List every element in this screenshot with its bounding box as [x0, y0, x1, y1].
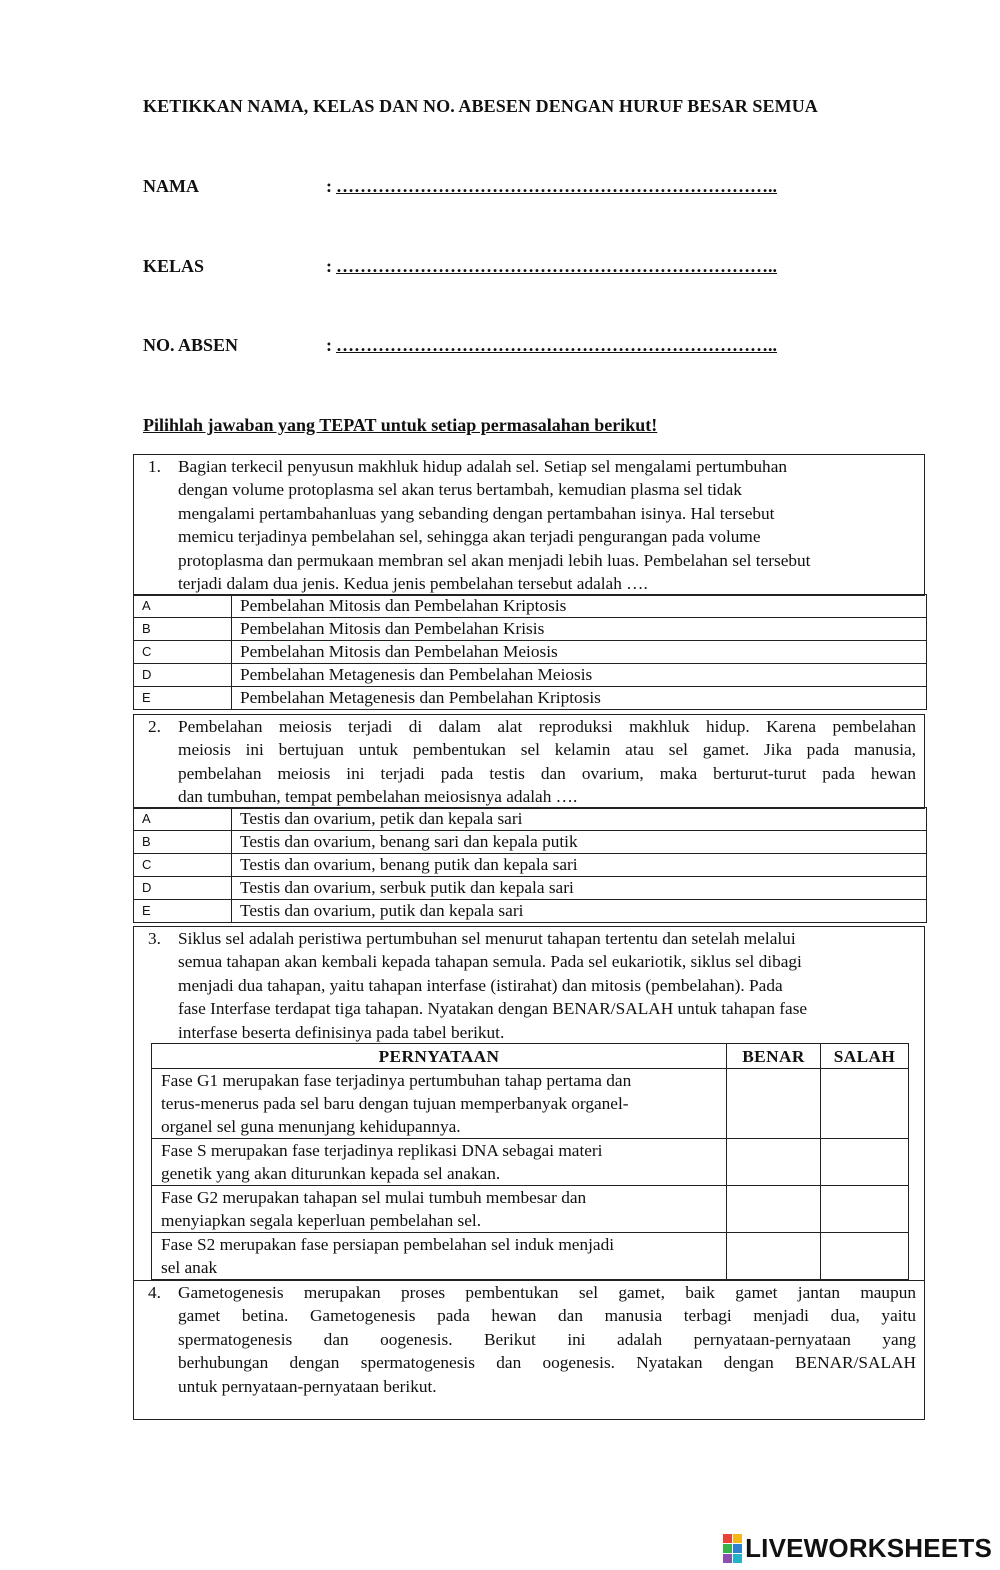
table-row: [152, 1233, 909, 1280]
field-colon: :: [326, 176, 332, 196]
table-row: [152, 1069, 909, 1139]
question-line: semua tahapan akan kembali kepada tahapan semula. Pada sel eukariotik, siklus sel dibagi: [178, 952, 802, 972]
salah-answer-cell[interactable]: [821, 1186, 909, 1233]
option-letter: E: [134, 687, 232, 710]
statement-cell: [152, 1139, 727, 1186]
option-row[interactable]: [134, 595, 927, 618]
logo-block: [723, 1554, 732, 1563]
question-line: Gametogenesis merupakan proses pembentukan sel gamet, baik gamet jantan maupun: [178, 1283, 916, 1302]
statement-line: menyiapkan segala keperluan pembelahan sel.: [161, 1211, 482, 1230]
statement-line: genetik yang akan diturunkan kepada sel anakan.: [161, 1164, 501, 1183]
question-number: 2.: [148, 717, 161, 736]
benar-answer-cell[interactable]: [727, 1139, 821, 1186]
option-row[interactable]: [134, 618, 927, 641]
question-2-text: [178, 715, 916, 809]
statement-cell: [152, 1069, 727, 1139]
question-line: dengan volume protoplasma sel akan terus bertambah, kemudian plasma sel tidak: [178, 480, 742, 500]
question-1-box: [133, 454, 925, 596]
logo-text: LIVEWORKSHEETS: [745, 1533, 992, 1563]
option-row[interactable]: [134, 877, 927, 900]
question-number: 1.: [148, 457, 161, 476]
statement-line: organel sel guna menunjang kehidupannya.: [161, 1117, 461, 1136]
option-text[interactable]: Testis dan ovarium, petik dan kepala sari: [232, 808, 927, 831]
question-line: terjadi dalam dua jenis. Kedua jenis pembelahan tersebut adalah ….: [178, 574, 648, 594]
question-line: Siklus sel adalah peristiwa pertumbuhan sel menurut tahapan tertentu dan setelah melalui: [178, 929, 796, 948]
question-line: meiosis ini bertujuan untuk pembentukan sel kelamin atau sel gamet. Jika pada manusia,: [178, 740, 916, 760]
question-line: gamet betina. Gametogenesis pada hewan dan manusia terbagi menjadi dua, yaitu: [178, 1306, 916, 1326]
statement-cell: [152, 1233, 727, 1280]
option-text[interactable]: Pembelahan Mitosis dan Pembelahan Kriptosis: [232, 595, 927, 618]
question-2-options: [133, 807, 927, 923]
question-4-box: [133, 1280, 925, 1420]
statement-line: Fase S2 merupakan fase persiapan pembelahan sel induk menjadi: [161, 1235, 615, 1254]
option-row[interactable]: [134, 808, 927, 831]
question-3-text: [178, 927, 923, 1044]
instruction-text: Pilihlah jawaban yang TEPAT untuk setiap permasalahan berikut!: [143, 415, 658, 435]
option-letter: D: [134, 877, 232, 900]
table-row: [152, 1186, 909, 1233]
statement-line: Fase S merupakan fase terjadinya replikasi DNA sebagai materi: [161, 1141, 603, 1160]
option-text[interactable]: Testis dan ovarium, benang putik dan kepala sari: [232, 854, 927, 877]
salah-answer-cell[interactable]: [821, 1069, 909, 1139]
option-letter: C: [134, 854, 232, 877]
statement-line: sel anak: [161, 1258, 218, 1277]
statement-line: Fase G1 merupakan fase terjadinya pertumbuhan tahap pertama dan: [161, 1071, 632, 1090]
option-text[interactable]: Pembelahan Metagenesis dan Pembelahan Meiosis: [232, 664, 927, 687]
table-row: [152, 1139, 909, 1186]
statement-line: Fase G2 merupakan tahapan sel mulai tumbuh membesar dan: [161, 1188, 587, 1207]
option-text[interactable]: Testis dan ovarium, serbuk putik dan kepala sari: [232, 877, 927, 900]
no-absen-input[interactable]: ………………………………………………………………..: [336, 335, 777, 355]
page-title: KETIKKAN NAMA, KELAS DAN NO. ABESEN DENGAN HURUF BESAR SEMUA: [143, 96, 818, 116]
question-2-box: [133, 714, 925, 809]
option-row[interactable]: [134, 854, 927, 877]
option-letter: B: [134, 831, 232, 854]
option-letter: A: [134, 595, 232, 618]
option-row[interactable]: [134, 900, 927, 923]
question-line: mengalami pertambahanluas yang sebanding dengan pertambahan isinya. Hal tersebut: [178, 503, 775, 523]
question-line: spermatogenesis dan oogenesis. Berikut ini adalah pernyataan-pernyataan yang: [178, 1329, 916, 1349]
field-label-no-absen: NO. ABSEN: [143, 335, 239, 355]
question-line: Pembelahan meiosis terjadi di dalam alat reproduksi makhluk hidup. Karena pembelahan: [178, 717, 916, 736]
logo-block: [733, 1544, 742, 1553]
field-colon: :: [326, 256, 332, 276]
option-text[interactable]: Pembelahan Mitosis dan Pembelahan Meiosis: [232, 641, 927, 664]
question-line: Bagian terkecil penyusun makhluk hidup adalah sel. Setiap sel mengalami pertumbuhan: [178, 457, 788, 476]
salah-answer-cell[interactable]: [821, 1139, 909, 1186]
question-line: protoplasma dan permukaan membran sel akan menjadi lebih luas. Pembelahan sel tersebut: [178, 550, 811, 570]
question-1-options: [133, 594, 927, 710]
statement-line: terus-menerus pada sel baru dengan tujuan memperbanyak organel-: [161, 1094, 629, 1113]
question-1-text: [178, 455, 923, 595]
logo-block: [733, 1534, 742, 1543]
column-header-benar: BENAR: [727, 1044, 821, 1069]
option-text[interactable]: Testis dan ovarium, benang sari dan kepala putik: [232, 831, 927, 854]
option-row[interactable]: [134, 831, 927, 854]
nama-input[interactable]: ………………………………………………………………..: [336, 176, 777, 196]
option-text[interactable]: Pembelahan Mitosis dan Pembelahan Krisis: [232, 618, 927, 641]
statement-cell: [152, 1186, 727, 1233]
question-number: 3.: [148, 929, 161, 948]
statement-table: [151, 1043, 909, 1280]
field-label-nama: NAMA: [143, 176, 199, 196]
option-letter: C: [134, 641, 232, 664]
salah-answer-cell[interactable]: [821, 1233, 909, 1280]
benar-answer-cell[interactable]: [727, 1069, 821, 1139]
option-row[interactable]: [134, 687, 927, 710]
benar-answer-cell[interactable]: [727, 1233, 821, 1280]
question-line: menjadi dua tahapan, yaitu tahapan interfase (istirahat) dan mitosis (pembelahan). Pada: [178, 975, 783, 995]
option-text[interactable]: Pembelahan Metagenesis dan Pembelahan Kriptosis: [232, 687, 927, 710]
benar-answer-cell[interactable]: [727, 1186, 821, 1233]
question-number: 4.: [148, 1283, 161, 1302]
question-line: berhubungan dengan spermatogenesis dan oogenesis. Nyatakan dengan BENAR/SALAH: [178, 1353, 916, 1373]
option-letter: D: [134, 664, 232, 687]
question-4-text: [178, 1281, 916, 1398]
option-row[interactable]: [134, 641, 927, 664]
option-letter: A: [134, 808, 232, 831]
question-line: dan tumbuhan, tempat pembelahan meiosisnya adalah ….: [178, 787, 578, 807]
option-row[interactable]: [134, 664, 927, 687]
logo-block: [723, 1534, 732, 1543]
column-header-salah: SALAH: [821, 1044, 909, 1069]
option-text[interactable]: Testis dan ovarium, putik dan kepala sari: [232, 900, 927, 923]
question-line: memicu terjadinya pembelahan sel, sehingga akan terjadi pengurangan pada volume: [178, 527, 761, 547]
question-line: pembelahan meiosis ini terjadi pada testis dan ovarium, maka berturut-turut pada hewan: [178, 763, 916, 783]
table-header-row: [152, 1044, 909, 1069]
logo-block: [723, 1544, 732, 1553]
field-colon: :: [326, 335, 332, 355]
logo-icon: [723, 1534, 742, 1563]
field-label-kelas: KELAS: [143, 256, 205, 276]
option-letter: E: [134, 900, 232, 923]
kelas-input[interactable]: ………………………………………………………………..: [336, 256, 777, 276]
question-line: untuk pernyataan-pernyataan berikut.: [178, 1376, 437, 1396]
question-line: interfase beserta definisinya pada tabel berikut.: [178, 1022, 505, 1042]
option-letter: B: [134, 618, 232, 641]
question-line: fase Interfase terdapat tiga tahapan. Nyatakan dengan BENAR/SALAH untuk tahapan fase: [178, 999, 808, 1019]
liveworksheets-logo: [723, 1533, 992, 1564]
logo-block: [733, 1554, 742, 1563]
column-header-pernyataan: PERNYATAAN: [152, 1044, 727, 1069]
